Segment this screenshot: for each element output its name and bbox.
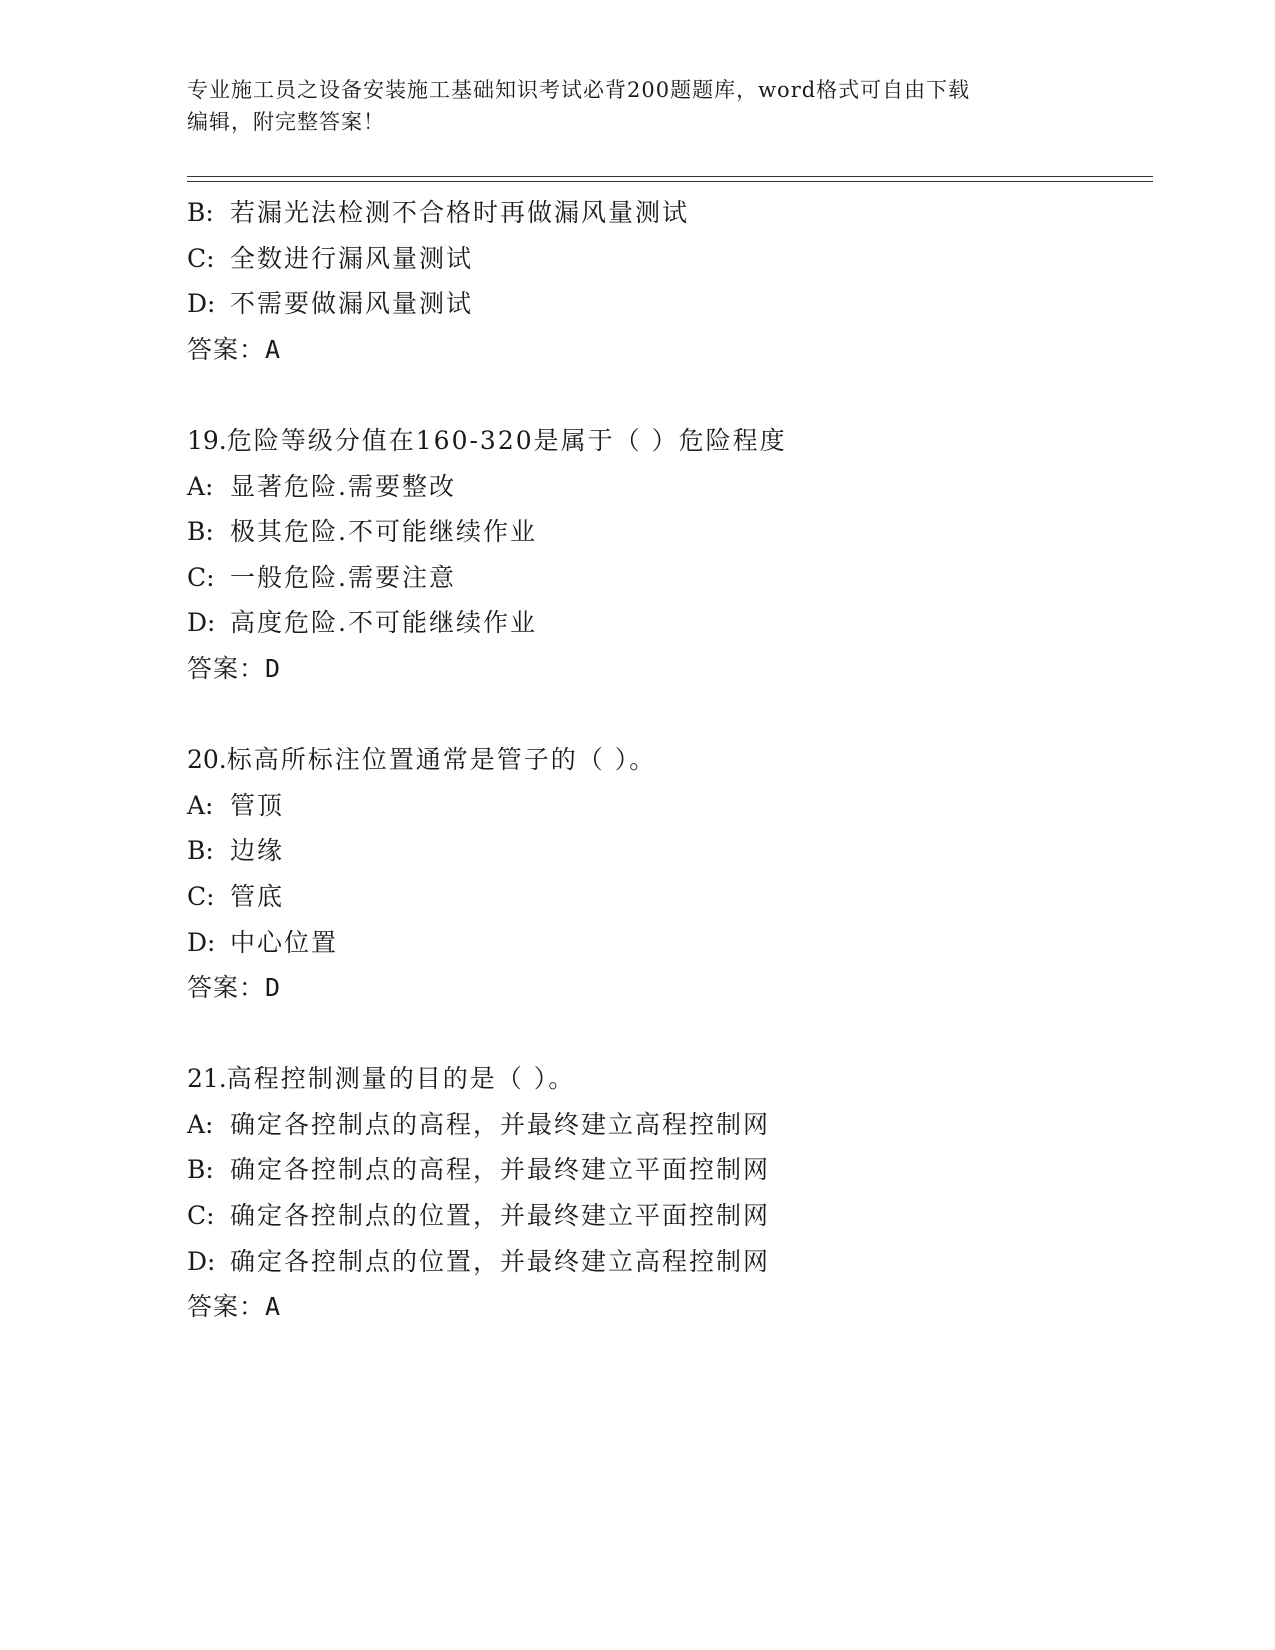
option-a: [187, 464, 1153, 510]
option-d: [187, 600, 1153, 646]
option-text: 中心位置: [230, 927, 339, 957]
option-letter: D:: [187, 927, 216, 957]
answer-line: [187, 646, 1153, 692]
header-divider-top: [187, 176, 1153, 177]
option-text: 高度危险.不可能继续作业: [230, 608, 537, 638]
question-number: 20.: [187, 745, 227, 775]
option-letter: B:: [187, 1155, 214, 1185]
option-b: [187, 190, 1153, 236]
option-b: [187, 1147, 1153, 1193]
option-text: 管顶: [230, 790, 285, 820]
option-letter: C:: [187, 1201, 215, 1231]
option-text: 管底: [230, 881, 285, 911]
option-letter: C:: [187, 881, 215, 911]
question-stem: [187, 418, 1153, 464]
document-header: [187, 74, 1067, 138]
option-letter: A:: [187, 1109, 214, 1139]
option-text: 不需要做漏风量测试: [230, 289, 474, 319]
answer-label: 答案：: [187, 1292, 266, 1322]
option-a: [187, 783, 1153, 829]
answer-line: [187, 965, 1153, 1011]
header-line-2: 编辑，附完整答案！: [187, 110, 385, 134]
option-d: [187, 281, 1153, 327]
question-number: 19.: [187, 425, 227, 455]
option-c: [187, 1193, 1153, 1239]
answer-line: [187, 1284, 1153, 1330]
question-text: 标高所标注位置通常是管子的（ ）。: [226, 745, 657, 775]
option-c: [187, 236, 1153, 282]
option-text: 一般危险.需要注意: [230, 562, 456, 592]
option-text: 确定各控制点的位置，并最终建立高程控制网: [230, 1246, 771, 1276]
option-text: 极其危险.不可能继续作业: [230, 517, 537, 547]
option-text: 若漏光法检测不合格时再做漏风量测试: [230, 198, 690, 227]
option-letter: B:: [187, 836, 214, 866]
option-text: 确定各控制点的位置，并最终建立平面控制网: [230, 1201, 771, 1231]
answer-value: A: [265, 334, 282, 364]
option-text: 边缘: [230, 836, 285, 866]
option-d: [187, 1239, 1153, 1285]
option-letter: A:: [187, 471, 214, 501]
answer-label: 答案：: [187, 334, 266, 364]
question-text: 危险等级分值在160-320是属于（ ）危险程度: [226, 425, 787, 455]
option-text: 显著危险.需要整改: [230, 471, 456, 501]
question-spacer: [187, 372, 1153, 418]
header-divider-bottom: [187, 181, 1153, 182]
option-letter: D:: [187, 1246, 216, 1276]
question-number: 21.: [187, 1064, 227, 1094]
answer-value: D: [265, 653, 282, 683]
option-d: [187, 920, 1153, 966]
question-spacer: [187, 1011, 1153, 1057]
question-list: [187, 190, 1153, 1330]
question-stem: [187, 737, 1153, 783]
question-spacer: [187, 692, 1153, 738]
question-block-19: [187, 418, 1153, 692]
question-block-18: [187, 190, 1153, 372]
option-text: 全数进行漏风量测试: [230, 243, 474, 273]
answer-label: 答案：: [187, 973, 266, 1003]
answer-line: [187, 327, 1153, 373]
answer-value: D: [265, 973, 282, 1003]
option-letter: D:: [187, 608, 216, 638]
question-block-20: [187, 737, 1153, 1011]
option-letter: C:: [187, 562, 215, 592]
answer-value: A: [265, 1292, 282, 1322]
option-letter: A:: [187, 790, 214, 820]
option-a: [187, 1102, 1153, 1148]
question-stem: [187, 1056, 1153, 1102]
option-letter: C:: [187, 243, 215, 273]
option-letter: B:: [187, 198, 214, 227]
header-line-1: 专业施工员之设备安装施工基础知识考试必背200题题库，word格式可自由下载: [187, 78, 971, 102]
option-text: 确定各控制点的高程，并最终建立高程控制网: [230, 1109, 771, 1139]
question-block-21: [187, 1056, 1153, 1330]
answer-label: 答案：: [187, 653, 266, 683]
option-b: [187, 509, 1153, 555]
option-letter: B:: [187, 517, 214, 547]
question-text: 高程控制测量的目的是（ ）。: [226, 1064, 576, 1094]
option-b: [187, 828, 1153, 874]
option-c: [187, 555, 1153, 601]
option-text: 确定各控制点的高程，并最终建立平面控制网: [230, 1155, 771, 1185]
option-c: [187, 874, 1153, 920]
option-letter: D:: [187, 289, 216, 319]
